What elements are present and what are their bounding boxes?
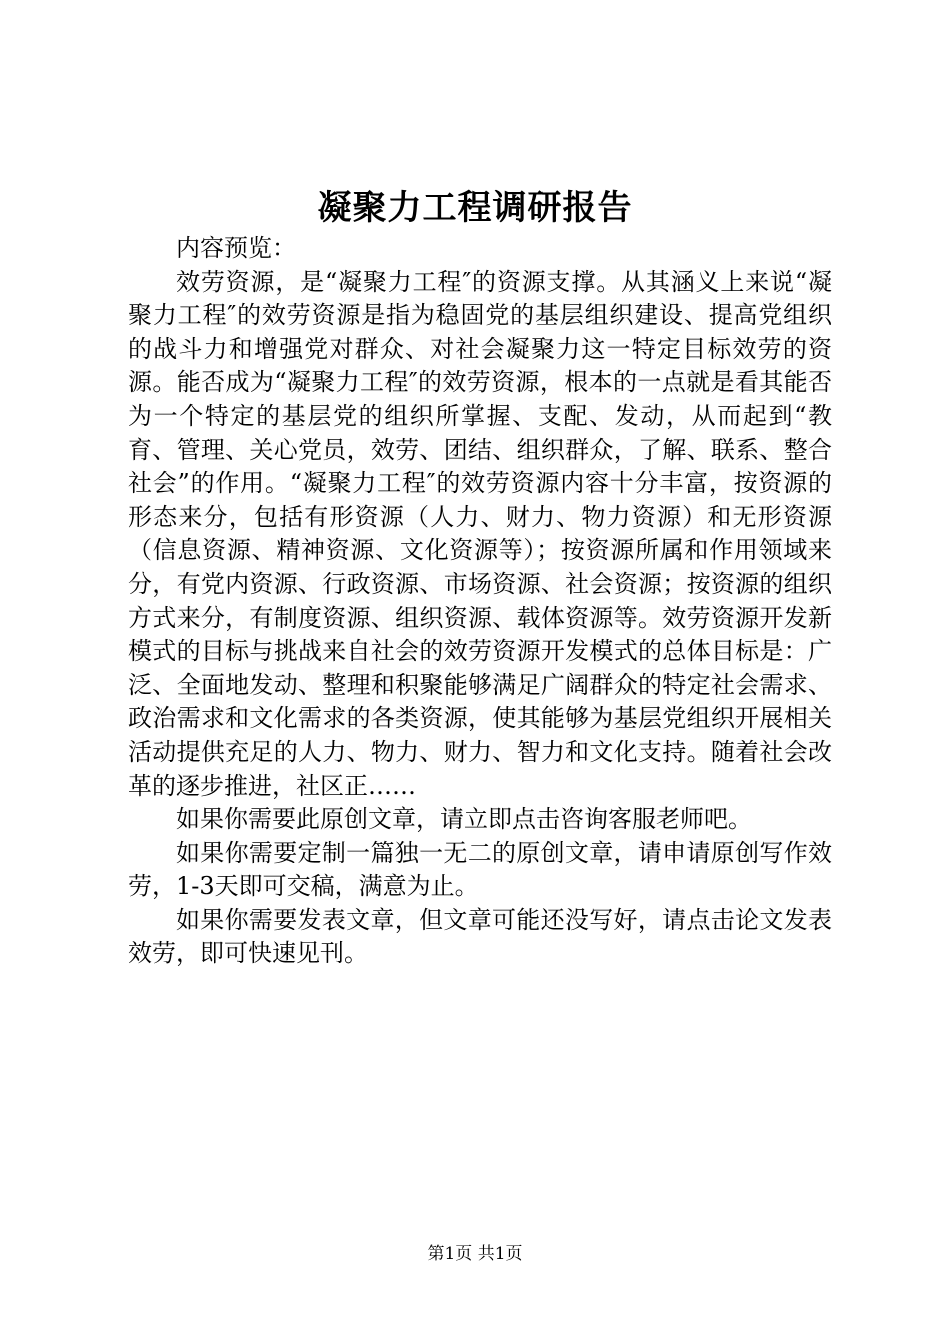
document-body <box>128 232 832 971</box>
page-number-footer: 第1页 共1页 <box>427 1244 523 1264</box>
paragraph-contact-service: 如果你需要此原创文章，请立即点击咨询客服老师吧。 <box>176 805 752 834</box>
paragraph-custom-writing: 如果你需要定制一篇独一无二的原创文章，请申请原创写作效劳，1-3天即可交稿，满意为止。 <box>128 838 832 901</box>
preview-label: 内容预览： <box>176 234 296 262</box>
paragraph-preview-content: 效劳资源，是“凝聚力工程″的资源支撑。从其涵义上来说“凝聚力工程″的效劳资源是指为稳固党的基层组织建设、提高党组织的战斗力和增强党对群众、对社会凝聚力这一特定目标效劳的资源。能否成为“凝聚力工程″的效劳资源，根本的一点就是看其能否为一个特定的基层党的组织所掌握、支配、发动，从而起到“教育、管理、关心党员，效劳、团结、组织群众，了解、联系、整合社会”的作用。“凝聚力工程″的效劳资源内容十分丰富，按资源的形态来分，包括有形资源（人力、财力、物力资源）和无形资源（信息资源、精神资源、文化资源等）；按资源所属和作用领域来分，有党内资源、行政资源、市场资源、社会资源；按资源的组织方式来分，有制度资源、组织资源、载体资源等。效劳资源开发新模式的目标与挑战来自社会的效劳资源开发模式的总体目标是：广泛、全面地发动、整理和积聚能够满足广阔群众的特定社会需求、政治需求和文化需求的各类资源，使其能够为基层党组织开展相关活动提供充足的人力、物力、财力、智力和文化支持。随着社会改革的逐步推进，社区正…… <box>128 267 832 800</box>
document-title: 凝聚力工程调研报告 <box>317 188 633 228</box>
paragraph-publish-service: 如果你需要发表文章，但文章可能还没写好，请点击论文发表效劳，即可快速见刊。 <box>128 905 832 968</box>
